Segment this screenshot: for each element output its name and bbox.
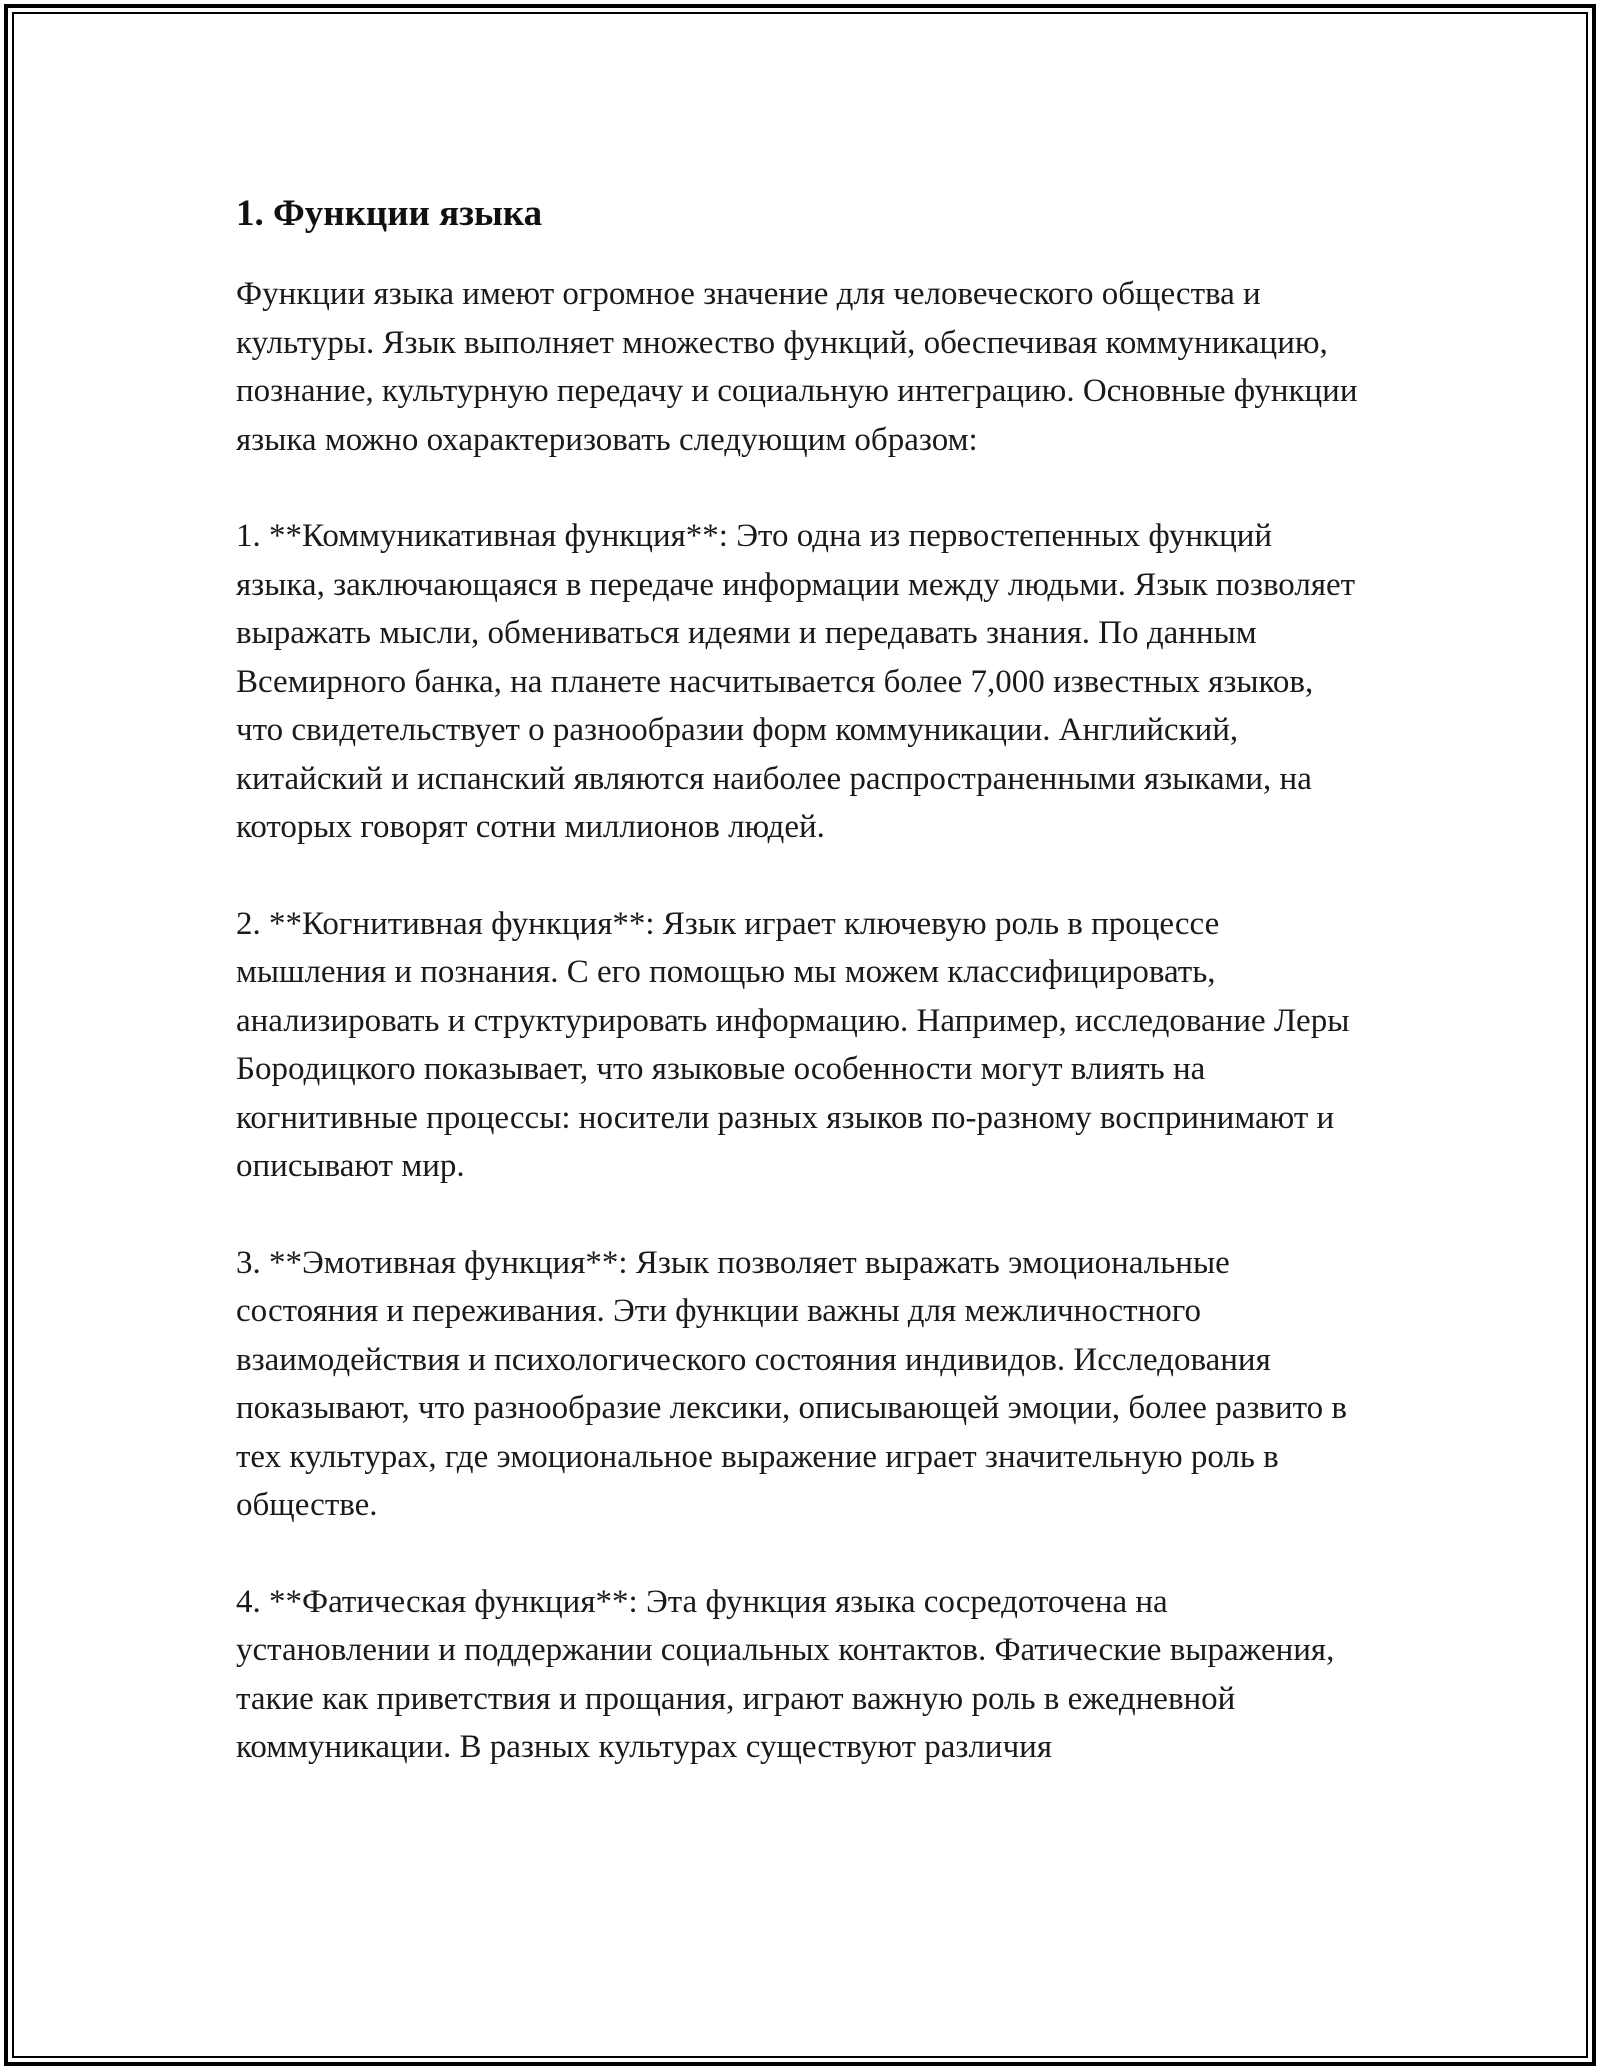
- paragraph-emotive-function: 3. **Эмотивная функция**: Язык позволяет выражать эмоциональные состояния и переживания. Эти функции важны для межличностного взаимодействия и психологического состояния индивидов. Исследования показывают, что разнообразие лексики, описывающей эмоции, более развито в тех культурах, где эмоциональное выражение играет значительную роль в обществе.: [236, 1244, 1347, 1523]
- paragraph-phatic-function: 4. **Фатическая функция**: Эта функция языка сосредоточена на установлении и поддержании социальных контактов. Фатические выражения, такие как приветствия и прощания, играют важную роль в ежедневной коммуникации. В разных культурах существуют различия: [236, 1583, 1335, 1765]
- intro-paragraph: Функции языка имеют огромное значение для человеческого общества и культуры. Язык выполняет множество функций, обеспечивая коммуникацию, познание, культурную передачу и социальную интеграцию. Основные функции языка можно охарактеризовать следующим образом:: [236, 276, 1358, 458]
- paragraph-cognitive-function: 2. **Когнитивная функция**: Язык играет ключевую роль в процессе мышления и познания. С его помощью мы можем классифицировать, анализировать и структурировать информацию. Например, исследование Леры Бородицкого показывает, что языковые особенности могут влиять на когнитивные процессы: носители разных языков по-разному воспринимают и описывают мир.: [236, 905, 1350, 1184]
- document-body: [236, 186, 1366, 1820]
- section-heading: 1. Функции языка: [236, 193, 543, 234]
- paragraph-communicative-function: 1. **Коммуникативная функция**: Это одна из первостепенных функций языка, заключающаяся в передаче информации между людьми. Язык позволяет выражать мысли, обмениваться идеями и передавать знания. По данным Всемирного банка, на планете насчитывается более 7,000 известных языков, что свидетельствует о разнообразии форм коммуникации. Английский, китайский и испанский являются наиболее распространенными языками, на которых говорят сотни миллионов людей.: [236, 518, 1356, 845]
